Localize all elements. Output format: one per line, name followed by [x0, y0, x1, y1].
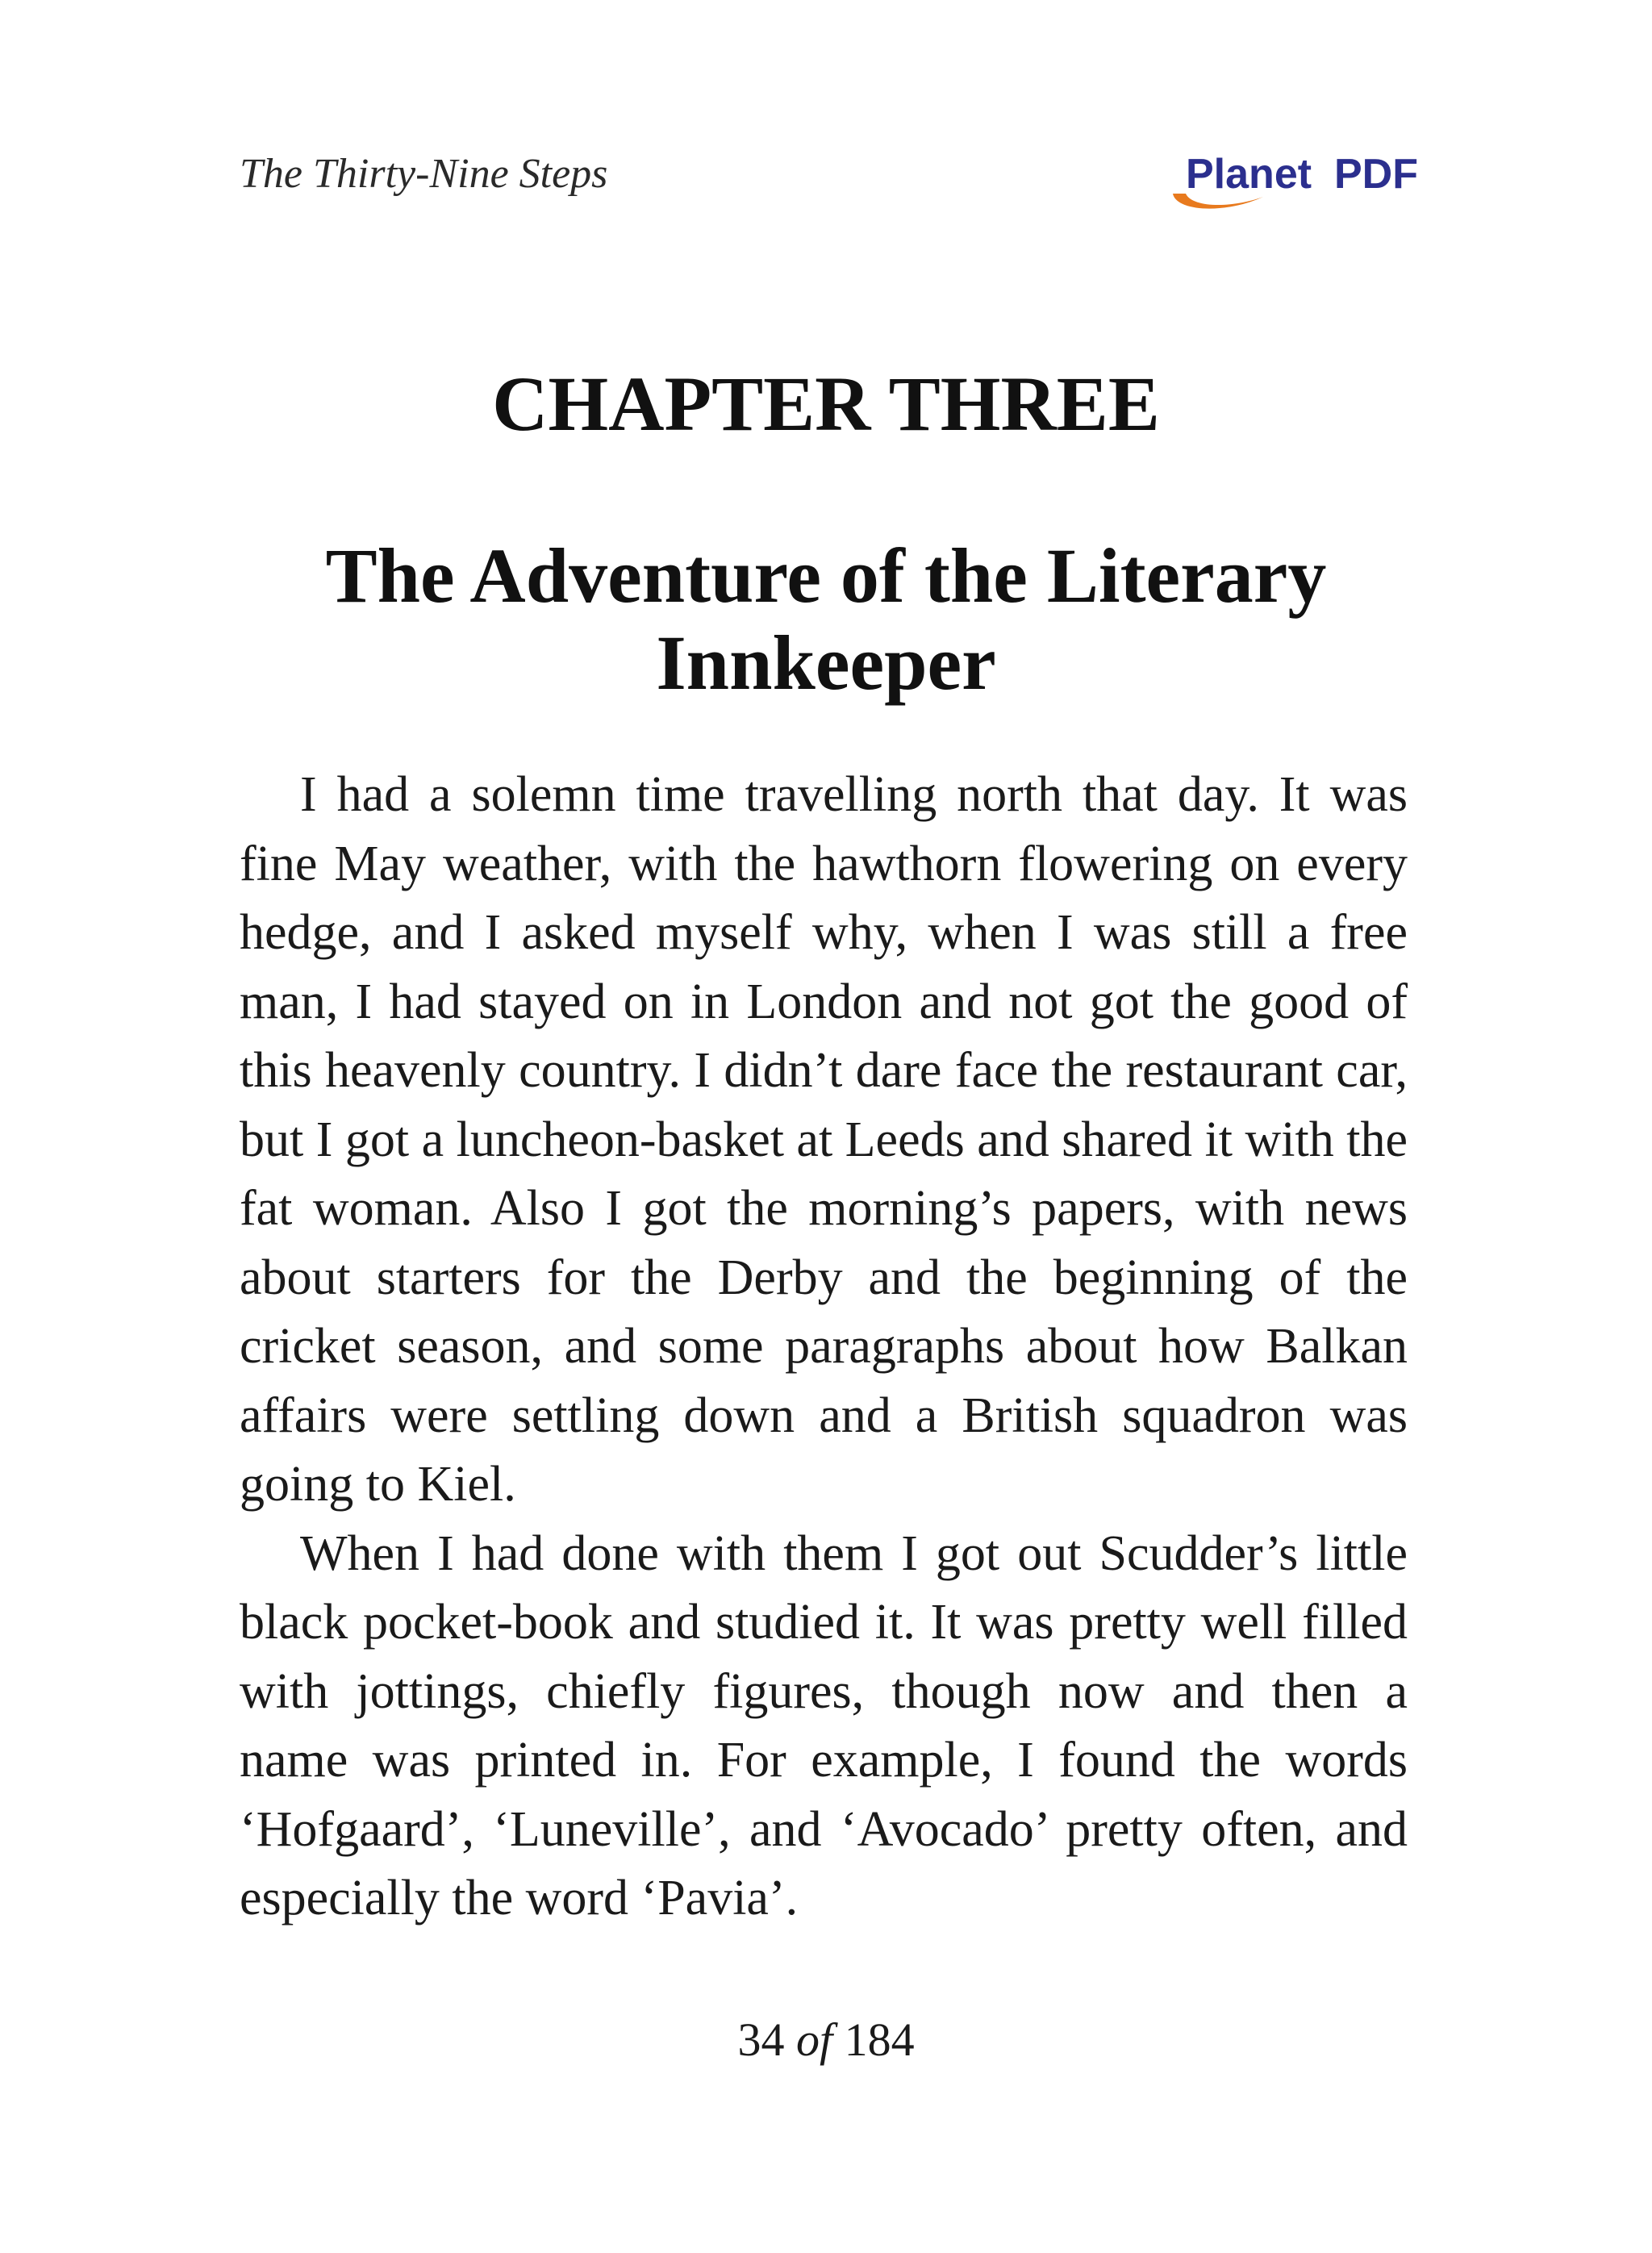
current-page-number: 34 — [737, 2013, 785, 2066]
body-text — [240, 761, 1408, 1934]
running-header-title: The Thirty-Nine Steps — [240, 151, 608, 197]
logo-text-planet: Planet — [1186, 151, 1312, 198]
chapter-title-heading — [0, 532, 1652, 707]
chapter-number-heading: CHAPTER THREE — [492, 361, 1160, 447]
paragraph: When I had done with them I got out Scudder’s little black pocket-book and studied it. It was pretty well filled with jottings, chiefly figures, though now and then a name was printed in. For example, I found the words ‘Hofgaard’, ‘Luneville’, and ‘Avocado’ pretty often, and especially the word ‘Pavia’. — [240, 1525, 1408, 1925]
page-of-word: of — [795, 2013, 833, 2066]
total-page-count: 184 — [844, 2013, 915, 2066]
chapter-title-line-1: The Adventure of the Literary — [325, 532, 1327, 619]
chapter-title-line-2: Innkeeper — [656, 620, 996, 706]
page-number — [0, 2013, 1652, 2067]
paragraph: I had a solemn time travelling north that day. It was fine May weather, with the hawthorn flowering on every hedge, and I asked myself why, when I was still a free man, I had stayed on in London and not got the good of this heavenly country. I didn’t dare face the restaurant car, but I got a luncheon-basket at Leeds and shared it with the fat woman. Also I got the morning’s papers, with news about starters for the Derby and the beginning of the cricket season, and some paragraphs about how Balkan affairs were settling down and a British squadron was going to Kiel. — [240, 767, 1408, 1512]
planet-pdf-logo[interactable] — [1168, 150, 1418, 215]
logo-text-pdf: PDF — [1334, 151, 1418, 198]
